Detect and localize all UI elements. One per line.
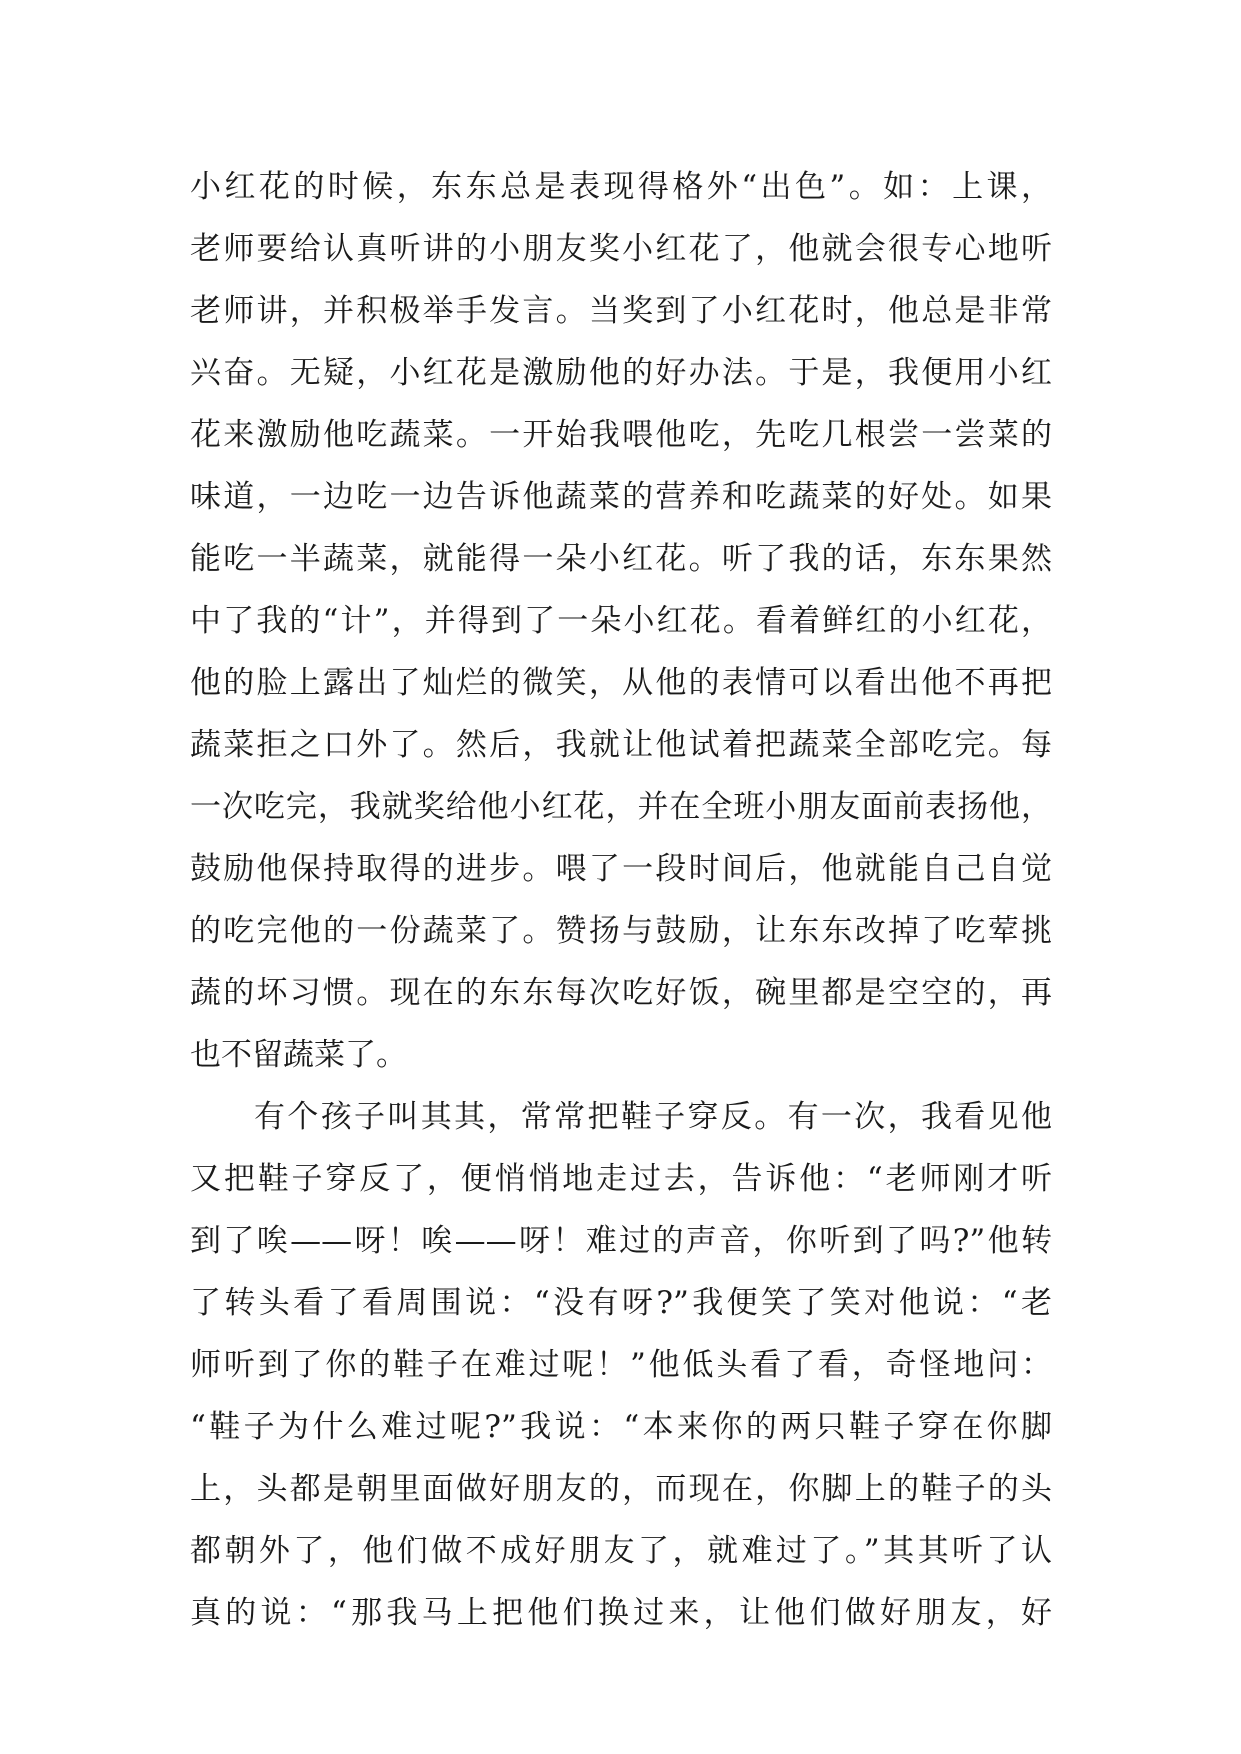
text-line: 鼓励他保持取得的进步。喂了一段时间后，他就能自己自觉 bbox=[190, 851, 1052, 887]
text-line: 花来激励他吃蔬菜。一开始我喂他吃，先吃几根尝一尝菜的 bbox=[190, 417, 1052, 453]
text-line: 都朝外了，他们做不成好朋友了，就难过了。”其其听了认 bbox=[190, 1533, 1052, 1569]
text-line: 能吃一半蔬菜，就能得一朵小红花。听了我的话，东东果然 bbox=[190, 541, 1052, 577]
text-line: “鞋子为什么难过呢?”我说：“本来你的两只鞋子穿在你脚 bbox=[190, 1409, 1052, 1445]
text-line: 一次吃完，我就奖给他小红花，并在全班小朋友面前表扬他， bbox=[190, 789, 1052, 825]
text-line: 中了我的“计”，并得到了一朵小红花。看着鲜红的小红花， bbox=[190, 603, 1052, 639]
text-line: 他的脸上露出了灿烂的微笑，从他的表情可以看出他不再把 bbox=[190, 665, 1052, 701]
text-line: 上，头都是朝里面做好朋友的，而现在，你脚上的鞋子的头 bbox=[190, 1471, 1052, 1507]
text-line: 的吃完他的一份蔬菜了。赞扬与鼓励，让东东改掉了吃荤挑 bbox=[190, 913, 1052, 949]
text-line: 蔬的坏习惯。现在的东东每次吃好饭，碗里都是空空的，再 bbox=[190, 975, 1052, 1011]
text-line: 小红花的时候，东东总是表现得格外“出色”。如：上课， bbox=[190, 169, 1052, 205]
body-text bbox=[190, 156, 1052, 1644]
text-line: 师听到了你的鞋子在难过呢！”他低头看了看，奇怪地问： bbox=[190, 1347, 1052, 1383]
text-line: 蔬菜拒之口外了。然后，我就让他试着把蔬菜全部吃完。每 bbox=[190, 727, 1052, 763]
text-line: 味道，一边吃一边告诉他蔬菜的营养和吃蔬菜的好处。如果 bbox=[190, 479, 1052, 515]
text-line: 真的说：“那我马上把他们换过来，让他们做好朋友，好 bbox=[190, 1595, 1052, 1631]
text-line: 也不留蔬菜了。 bbox=[190, 1037, 407, 1073]
text-line: 有个孩子叫其其，常常把鞋子穿反。有一次，我看见他 bbox=[254, 1099, 1052, 1135]
text-line: 又把鞋子穿反了，便悄悄地走过去，告诉他：“老师刚才听 bbox=[190, 1161, 1052, 1197]
text-line: 兴奋。无疑，小红花是激励他的好办法。于是，我便用小红 bbox=[190, 355, 1052, 391]
text-line: 了转头看了看周围说：“没有呀?”我便笑了笑对他说：“老 bbox=[190, 1285, 1052, 1321]
text-line: 到了唉——呀！唉——呀！难过的声音，你听到了吗?”他转 bbox=[190, 1223, 1052, 1259]
text-line: 老师讲，并积极举手发言。当奖到了小红花时，他总是非常 bbox=[190, 293, 1052, 329]
text-line: 老师要给认真听讲的小朋友奖小红花了，他就会很专心地听 bbox=[190, 231, 1052, 267]
